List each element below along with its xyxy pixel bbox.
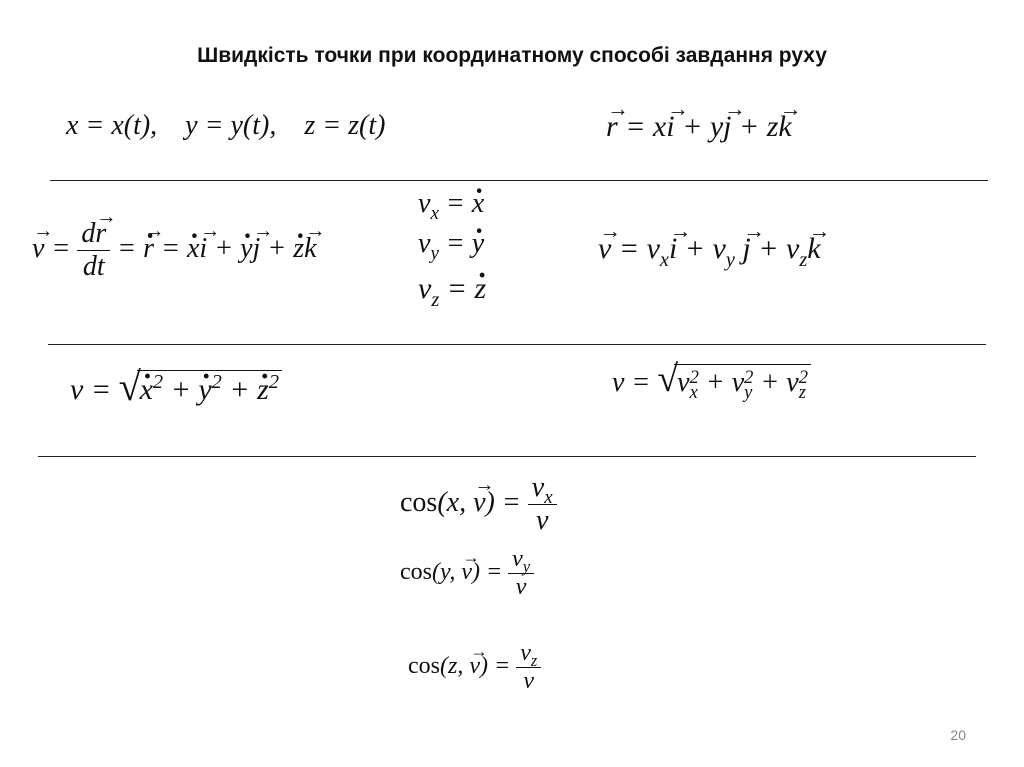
formula-velocity-components: → $v = v_x\to i + v_y \to j + v_z\to k$ [598,232,821,266]
formula-coords: x = x(t), y = y(t), z = z(t) [66,110,386,141]
formula-vx: $v_x$ = · x [418,188,484,220]
page-title: Швидкість точки при координатному способі завдання руху [197,44,827,67]
formula-velocity-derivative: → v = $\frac{d\to r}{dt}$ = · → r = · x→ i + · y→ j + · z→ k [32,218,317,283]
divider-3 [38,456,976,457]
page-number: 20 [950,727,966,743]
formula-cos-z: cos(z, → v) = $\frac{v_z}{v}$ [408,640,541,695]
divider-2 [48,344,986,345]
formula-cos-x: cos(x, → v) = $\frac{v_x}{v}$ [400,472,557,537]
formula-cos-y: cos(y, → v) = $\frac{v_y}{v}$ [400,546,534,601]
formula-vy: $v_y$ = · y [418,228,484,260]
divider-1 [50,180,988,181]
formula-radius-vector: → r = x→ i + y→ j + z→ k [606,110,792,144]
formula-vz: $v_z$ = · z [418,272,486,306]
formula-speed-components: v = √ v 2 x + v 2 y + v 2 z [612,364,811,399]
formula-speed-dots: v = √ · $x^2$ + · $y^2$ + · $z^2$ [70,370,282,407]
